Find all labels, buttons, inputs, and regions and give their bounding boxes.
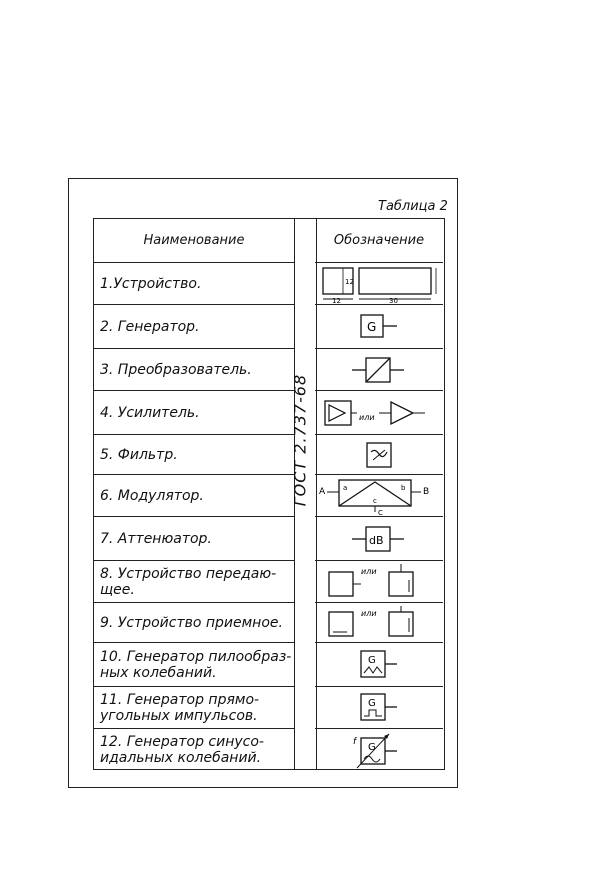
- svg-text:12: 12: [345, 277, 354, 286]
- svg-text:f: f: [353, 737, 357, 747]
- svg-text:или: или: [361, 566, 377, 576]
- row-symbol-converter: [315, 349, 443, 391]
- converter-symbol-icon: [344, 352, 414, 388]
- table-caption: Таблица 2: [378, 199, 448, 214]
- pulse-generator-icon: [349, 688, 409, 728]
- gost-standard-label: ГОСТ 2.737-68: [290, 373, 310, 507]
- svg-text:G: G: [368, 697, 376, 709]
- svg-text:или: или: [361, 608, 377, 618]
- svg-text:G: G: [368, 654, 376, 666]
- attenuator-symbol-icon: [344, 521, 414, 557]
- row-name-attenuator: 7. Аттенюатор.: [94, 517, 294, 561]
- sine-generator-icon: [349, 730, 409, 770]
- svg-text:30: 30: [389, 296, 398, 304]
- row-symbol-modulator: [315, 475, 443, 517]
- svg-text:A: A: [319, 486, 326, 497]
- row-symbol-attenuator: [315, 517, 443, 561]
- svg-text:c: c: [373, 496, 377, 505]
- modulator-symbol-icon: [317, 476, 441, 516]
- symbols-table: [93, 218, 445, 770]
- row-symbol-transmitter: [315, 561, 443, 603]
- sawtooth-generator-icon: [349, 645, 409, 685]
- svg-text:B: B: [423, 486, 430, 497]
- svg-text:G: G: [368, 742, 376, 753]
- svg-text:a: a: [343, 483, 348, 492]
- receiver-symbol-icon: [317, 604, 441, 642]
- generator-symbol-icon: [349, 307, 409, 347]
- row-symbol-receiver: [315, 603, 443, 643]
- header-name: Наименование: [94, 219, 294, 263]
- row-symbol-amplifier: [315, 391, 443, 435]
- filter-symbol-icon: [359, 438, 399, 472]
- device-symbol-icon: [317, 264, 441, 304]
- row-name-generator: 2. Генератор.: [94, 305, 294, 349]
- svg-text:12: 12: [332, 296, 341, 304]
- row-name-pulse-generator: 11. Генератор прямо-угольных импульсов.: [94, 687, 294, 729]
- row-name-filter: 5. Фильтр.: [94, 435, 294, 475]
- row-symbol-device: [315, 263, 443, 305]
- row-name-sine-generator: 12. Генератор синусо-идальных колебаний.: [100, 734, 264, 766]
- row-name-amplifier: 4. Усилитель.: [94, 391, 294, 435]
- header-symbol: Обозначение: [315, 219, 443, 263]
- row-symbol-generator: [315, 305, 443, 349]
- row-symbol-sine-generator: [315, 729, 443, 771]
- row-symbol-filter: [315, 435, 443, 475]
- svg-text:b: b: [401, 483, 406, 492]
- row-symbol-sawtooth-generator: [315, 643, 443, 687]
- svg-text:G: G: [367, 319, 377, 334]
- amplifier-symbol-icon: [317, 395, 441, 431]
- row-name-converter: 3. Преобразователь.: [94, 349, 294, 391]
- svg-text:C: C: [378, 508, 383, 516]
- svg-text:или: или: [359, 412, 375, 422]
- row-name-sawtooth-generator: 10. Генератор пилообраз-ных колебаний.: [94, 643, 294, 687]
- transmitter-symbol-icon: [317, 562, 441, 602]
- row-name-receiver: 9. Устройство приемное.: [94, 603, 294, 643]
- row-name-modulator: 6. Модулятор.: [94, 475, 294, 517]
- row-name-device: 1.Устройство.: [94, 263, 294, 305]
- row-symbol-pulse-generator: [315, 687, 443, 729]
- row-name-transmitter: 8. Устройство передаю-щее.: [94, 561, 294, 603]
- svg-text:dB: dB: [369, 533, 384, 547]
